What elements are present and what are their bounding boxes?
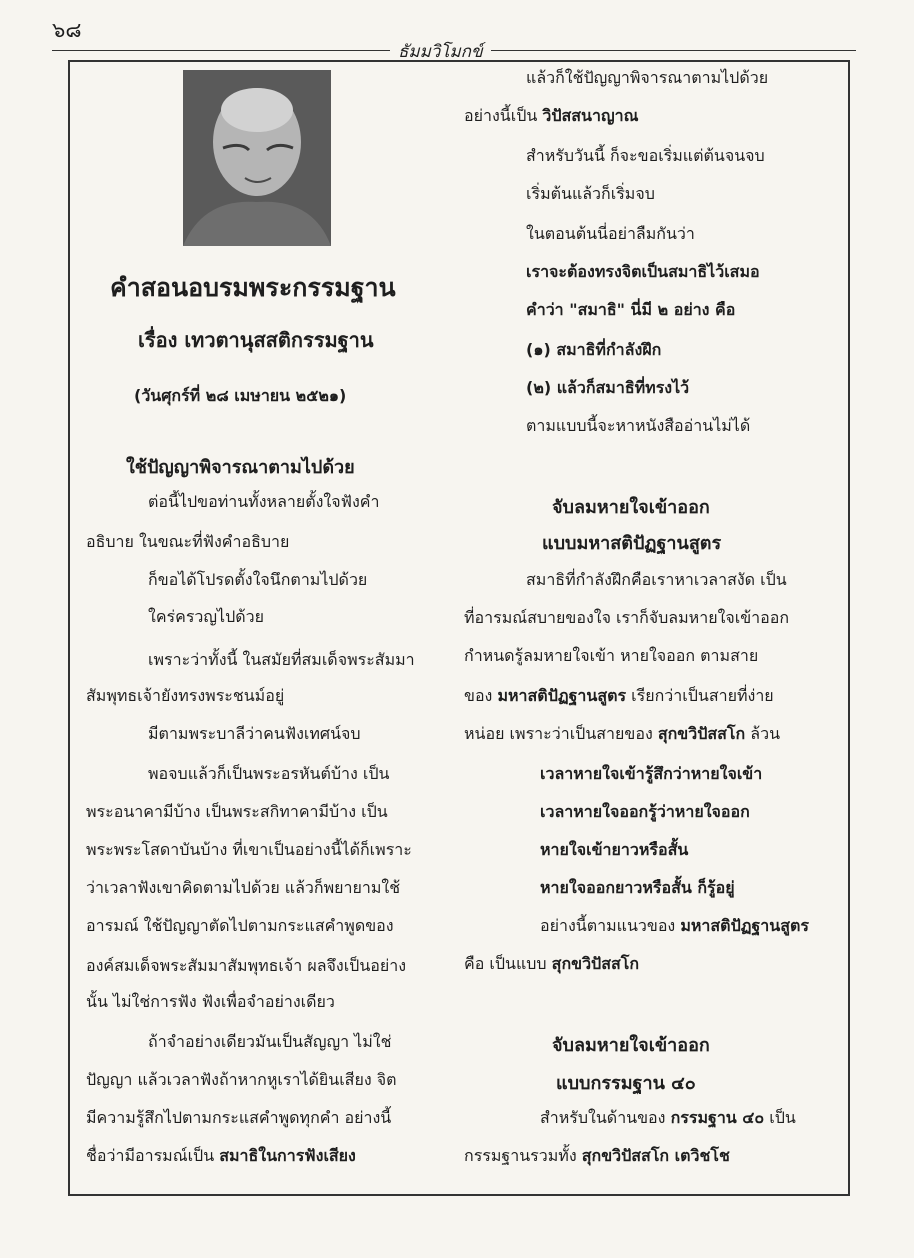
paragraph-line: กำหนดรู้ลมหายใจเข้า หายใจออก ตามสาย — [464, 646, 759, 665]
emphasis-text: กรรมฐาน ๔๐ — [670, 1108, 765, 1127]
paragraph-line: เริ่มต้นแล้วก็เริ่มจบ — [526, 184, 655, 203]
article-title: คำสอนอบรมพระกรรมฐาน — [110, 273, 396, 302]
paragraph-line: อธิบาย ในขณะที่ฟังคำอธิบาย — [86, 532, 290, 551]
paragraph-line: มีความรู้สึกไปตามกระแสคำพูดทุกคำ อย่างนี้ — [86, 1108, 392, 1127]
text-run: คือ เป็นแบบ — [464, 954, 552, 973]
emphasis-text: สุกขวิปัสสโก — [657, 724, 746, 743]
paragraph-line — [464, 1144, 730, 1169]
text-run: ล้วน — [745, 724, 780, 743]
portrait-photo — [183, 70, 331, 246]
paragraph-line: แล้วก็ใช้ปัญญาพิจารณาตามไปด้วย — [526, 68, 769, 87]
paragraph-line — [464, 722, 780, 747]
paragraph-line: นั้น ไม่ใช่การฟัง ฟังเพื่อจำอย่างเดียว — [86, 992, 335, 1011]
paragraph-line: สัมพุทธเจ้ายังทรงพระชนม์อยู่ — [86, 686, 285, 705]
paragraph-line — [464, 104, 638, 129]
emphasis-text: สุกขวิปัสสโก — [551, 954, 640, 973]
paragraph-line — [540, 914, 809, 939]
text-run: กรรมฐานรวมทั้ง — [464, 1146, 582, 1165]
paragraph-line: เราจะต้องทรงจิตเป็นสมาธิไว้เสมอ — [526, 262, 760, 281]
text-run: เรียกว่าเป็นสายที่ง่าย — [626, 686, 774, 705]
paragraph-line: พระพระโสดาบันบ้าง ที่เขาเป็นอย่างนี้ได้ก็เพราะ — [86, 840, 412, 859]
section-heading: จับลมหายใจเข้าออก — [552, 1035, 710, 1056]
paragraph-line: ต่อนี้ไปขอท่านทั้งหลายตั้งใจฟังคำ — [148, 492, 380, 511]
paragraph-line: ก็ขอได้โปรดตั้งใจนึกตามไปด้วย — [148, 570, 368, 589]
text-run: ชื่อว่ามีอารมณ์เป็น — [86, 1146, 220, 1165]
running-header: ธัมมวิโมกข์ — [390, 38, 491, 65]
paragraph-line: ตามแบบนี้จะหาหนังสืออ่านไม่ได้ — [526, 416, 751, 435]
paragraph-line: ในตอนต้นนี่อย่าลืมกันว่า — [526, 224, 695, 243]
text-run: อย่างนี้เป็น — [464, 106, 543, 125]
paragraph-line: มีตามพระบาลีว่าคนฟังเทศน์จบ — [148, 724, 361, 743]
paragraph-line — [464, 952, 639, 977]
emphasis-text: ก็รู้อยู่ — [691, 878, 735, 897]
text-run: เป็น — [764, 1108, 796, 1127]
text-run: สำหรับในด้านของ — [540, 1108, 671, 1127]
text-run: หน่อย เพราะว่าเป็นสายของ — [464, 724, 658, 743]
paragraph-line: ว่าเวลาฟังเขาคิดตามไปด้วย แล้วก็พยายามใช้ — [86, 878, 401, 897]
list-item: (๒) แล้วก็สมาธิที่ทรงไว้ — [526, 378, 690, 397]
paragraph-line: คำว่า "สมาธิ" นี่มี ๒ อย่าง คือ — [526, 300, 736, 319]
emphasis-text: สุกขวิปัสสโก เตวิชโช — [581, 1146, 730, 1165]
page-number: ๖๘ — [52, 18, 82, 42]
emphasis-text: วิปัสสนาญาณ — [542, 106, 639, 125]
section-heading: ใช้ปัญญาพิจารณาตามไปด้วย — [126, 457, 355, 478]
paragraph-line: ใคร่ครวญไปด้วย — [148, 607, 264, 626]
paragraph-line: สำหรับวันนี้ ก็จะขอเริ่มแต่ต้นจนจบ — [526, 146, 765, 165]
paragraph-line: ที่อารมณ์สบายของใจ เราก็จับลมหายใจเข้าออก — [464, 608, 790, 627]
article-subtitle: เรื่อง เทวตานุสสติกรรมฐาน — [138, 328, 374, 352]
text-run: ของ — [464, 686, 498, 705]
paragraph-line: เพราะว่าทั้งนี้ ในสมัยที่สมเด็จพระสัมมา — [148, 650, 415, 669]
paragraph-line — [540, 876, 735, 901]
emphasis-text: มหาสติปัฏฐานสูตร — [497, 686, 627, 705]
paragraph-line: ปัญญา แล้วเวลาฟังถ้าหากหูเราได้ยินเสียง จิต — [86, 1070, 397, 1089]
section-heading: แบบมหาสติปัฏฐานสูตร — [542, 533, 722, 554]
emphasis-text: หายใจออกยาวหรือสั้น — [540, 878, 692, 897]
paragraph-line: อารมณ์ ใช้ปัญญาตัดไปตามกระแสคำพูดของ — [86, 916, 394, 935]
paragraph-line: พอจบแล้วก็เป็นพระอรหันต์บ้าง เป็น — [148, 764, 390, 783]
paragraph-line: องค์สมเด็จพระสัมมาสัมพุทธเจ้า ผลจึงเป็นอย่าง — [86, 956, 407, 975]
paragraph-line: เวลาหายใจเข้ารู้สึกว่าหายใจเข้า — [540, 764, 763, 783]
list-item: (๑) สมาธิที่กำลังฝึก — [526, 340, 662, 359]
paragraph-line — [540, 1106, 796, 1131]
paragraph-line: พระอนาคามีบ้าง เป็นพระสกิทาคามีบ้าง เป็น — [86, 802, 388, 821]
paragraph-line: ถ้าจำอย่างเดียวมันเป็นสัญญา ไม่ใช่ — [148, 1032, 392, 1051]
text-run: อย่างนี้ตามแนวของ — [540, 916, 681, 935]
emphasis-text: มหาสติปัฏฐานสูตร — [680, 916, 809, 935]
paragraph-line — [86, 1144, 356, 1169]
paragraph-line: สมาธิที่กำลังฝึกคือเราหาเวลาสงัด เป็น — [526, 570, 787, 589]
paragraph-line: หายใจเข้ายาวหรือสั้น — [540, 840, 689, 859]
paragraph-line — [464, 684, 774, 709]
section-heading: แบบกรรมฐาน ๔๐ — [556, 1073, 696, 1094]
emphasis-text: สมาธิในการฟังเสียง — [219, 1146, 356, 1165]
section-heading: จับลมหายใจเข้าออก — [552, 497, 710, 518]
paragraph-line: เวลาหายใจออกรู้ว่าหายใจออก — [540, 802, 750, 821]
article-date: (วันศุกร์ที่ ๒๘ เมษายน ๒๕๒๑) — [134, 386, 347, 405]
